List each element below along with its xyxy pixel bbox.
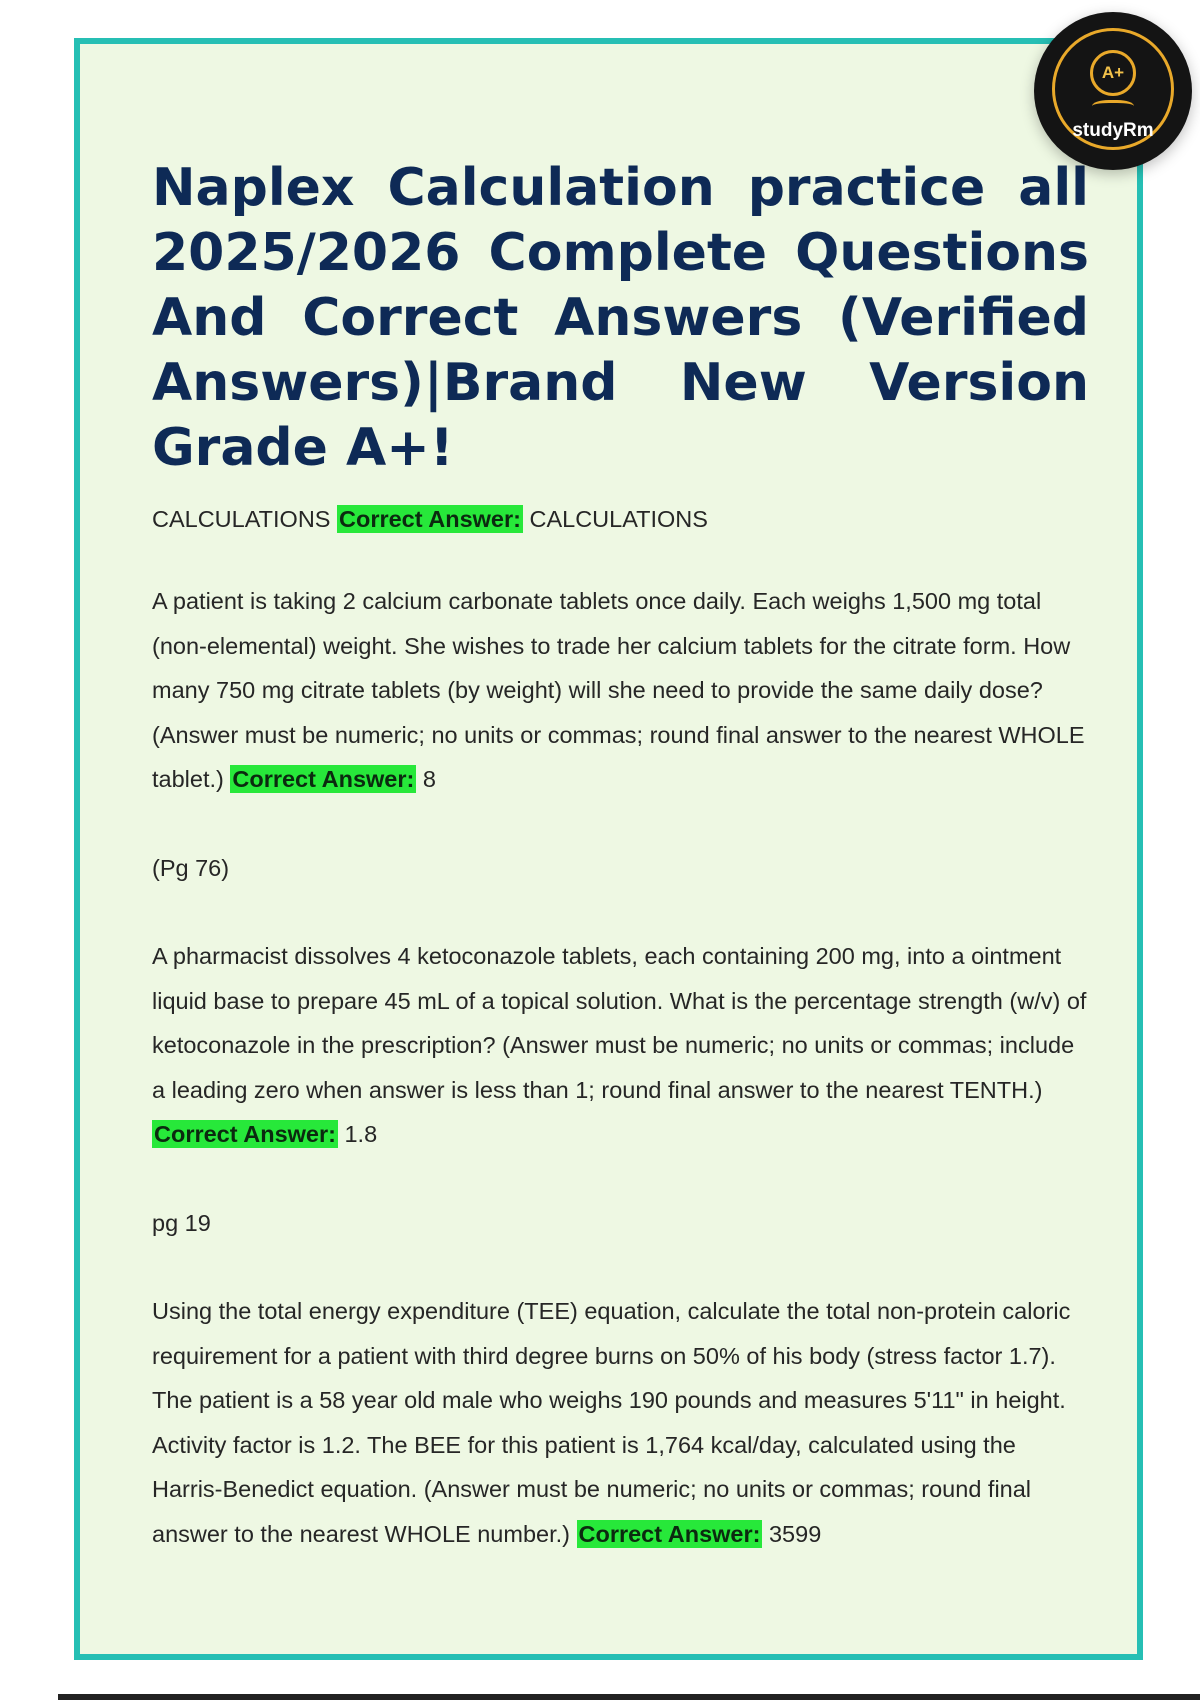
- entry-answer: CALCULATIONS: [529, 506, 708, 532]
- spacer: [152, 1245, 1092, 1289]
- correct-answer-label: Correct Answer:: [232, 766, 415, 792]
- document-page: [74, 38, 1143, 1660]
- page-reference: pg 19: [152, 1209, 211, 1236]
- spacer: [152, 802, 1092, 846]
- question-2: [152, 934, 1092, 1157]
- question-answer: 8: [422, 766, 436, 792]
- lightbulb-award-icon: A+: [1090, 50, 1136, 96]
- question-text: A patient is taking 2 calcium carbonate tablets once daily. Each weighs 1,500 mg total (non-elemental) weight. She wishes to trade her calcium tablets for the citrate form. How many 750 mg citrate tablets (by weight) will she need to provide the same daily dose? (Answer must be numeric; no units or commas; round final answer to the nearest WHOLE tablet.): [152, 588, 1085, 792]
- entry-heading: [152, 499, 1092, 539]
- question-answer: 1.8: [344, 1121, 378, 1147]
- document-title: Naplex Calculation practice all 2025/2026 Complete Questions And Correct Answers (Verified Answers)|Brand New Version Grade A+!: [152, 158, 1089, 478]
- question-text: Using the total energy expenditure (TEE) equation, calculate the total non-protein caloric requirement for a patient with third degree burns on 50% of his body (stress factor 1.7). The patient is a 58 year old male who weighs 190 pounds and measures 5'11" in height. Activity factor is 1.2. The BEE for this patient is 1,764 kcal/day, calculated using the Harris-Benedict equation. (Answer must be numeric; no units or commas; round final answer to the nearest WHOLE number.): [152, 1298, 1071, 1547]
- entry-question: CALCULATIONS: [152, 506, 331, 532]
- question-1: [152, 579, 1092, 802]
- spacer: [152, 1157, 1092, 1201]
- page-divider: [58, 1694, 1200, 1700]
- badge-brand-name: studyRm: [1072, 120, 1154, 141]
- spacer: [152, 890, 1092, 934]
- spacer: [152, 539, 1092, 579]
- document-body: [152, 499, 1092, 1556]
- question-answer: 3599: [768, 1520, 822, 1547]
- open-book-icon: [1092, 100, 1134, 115]
- studyrm-badge: [1034, 12, 1192, 170]
- correct-answer-label: Correct Answer:: [578, 1520, 761, 1547]
- page-reference: (Pg 76): [152, 854, 230, 881]
- question-text: A pharmacist dissolves 4 ketoconazole tablets, each containing 200 mg, into a ointment liquid base to prepare 45 mL of a topical solution. What is the percentage strength (w/v) of ketoconazole in the prescription? (Answer must be numeric; no units or commas; include a leading zero when answer is less than 1; round final answer to the nearest TENTH.): [152, 943, 1087, 1103]
- question-3: [152, 1289, 1092, 1556]
- correct-answer-label: Correct Answer:: [339, 506, 521, 532]
- correct-answer-label: Correct Answer:: [154, 1121, 336, 1147]
